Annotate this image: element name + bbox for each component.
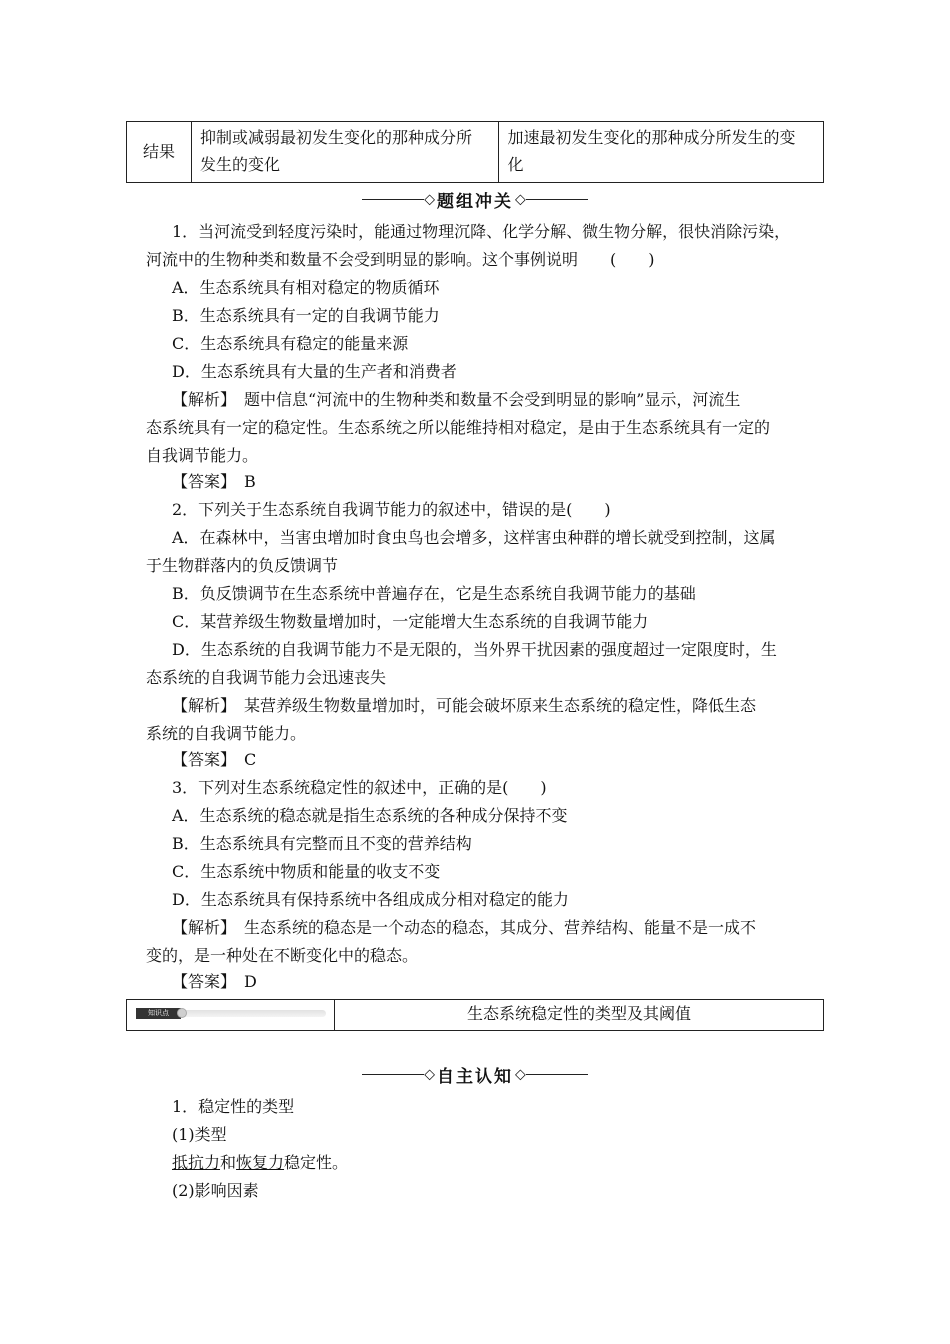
knowledge-point-box [126, 999, 824, 1031]
q1-analysis-line: 自我调节能力。 [146, 446, 259, 465]
q2-option-c: C．某营养级生物数量增加时，一定能增大生态系统的自我调节能力 [172, 612, 649, 631]
banner-bar [181, 1010, 326, 1017]
q3-option-a: A．生态系统的稳态就是指生态系统的各种成分保持不变 [172, 806, 568, 825]
knowledge-point-banner [127, 1000, 335, 1030]
answer-label: 【答案】 [172, 750, 229, 769]
q1-option-a: A．生态系统具有相对稳定的物质循环 [172, 278, 440, 297]
q2-stem-line: 2．下列关于生态系统自我调节能力的叙述中，错误的是( ) [172, 500, 611, 519]
q2-option-d: D．生态系统的自我调节能力不是无限的，当外界干扰因素的强度超过一定限度时，生 [172, 640, 777, 659]
q1-option-b: B．生态系统具有一定的自我调节能力 [172, 306, 440, 325]
table-cell-negative-feedback: 抑制或减弱最初发生变化的那种成分所 发生的变化 [192, 122, 499, 183]
diamond-icon: ◇ [424, 191, 435, 208]
types-subheading: (1)类型 [172, 1125, 227, 1144]
row-label: 结果 [127, 122, 192, 183]
q3-option-d: D．生态系统具有保持系统中各组成成分相对稳定的能力 [172, 890, 569, 909]
q3-option-c: C．生态系统中物质和能量的收支不变 [172, 862, 441, 881]
knowledge-point-title: 生态系统稳定性的类型及其阈值 [466, 1004, 691, 1023]
q2-option-a-cont: 于生物群落内的负反馈调节 [146, 556, 339, 575]
q2-answer: 【答案】 C [172, 750, 257, 769]
q3-option-b: B．生态系统具有完整而且不变的营养结构 [172, 834, 472, 853]
q1-analysis-line: 态系统具有一定的稳定性。生态系统之所以能维持相对稳定，是由于生态系统具有一定的 [146, 418, 771, 437]
comparison-table [126, 121, 824, 183]
q1-stem-line: 河流中的生物种类和数量不会受到明显的影响。这个事例说明 ( ) [146, 250, 655, 269]
q3-answer: 【答案】 D [172, 972, 257, 991]
factors-subheading: (2)影响因素 [172, 1181, 259, 1200]
q1-answer: 【答案】 B [172, 472, 256, 491]
answer-label: 【答案】 [172, 972, 229, 991]
q2-option-d-cont: 态系统的自我调节能力会迅速丧失 [146, 668, 387, 687]
types-line: 抵抗力和恢复力稳定性。 [172, 1153, 349, 1172]
section-header-practice: ◇ 题组冲关 ◇ [0, 187, 950, 212]
q1-option-c: C．生态系统具有稳定的能量来源 [172, 334, 409, 353]
q3-stem-line: 3．下列对生态系统稳定性的叙述中，正确的是( ) [172, 778, 547, 797]
section-header-self-study: ◇ 自主认知 ◇ [0, 1062, 950, 1087]
analysis-label: 【解析】 [172, 696, 229, 715]
q1-stem-line: 1．当河流受到轻度污染时，能通过物理沉降、化学分解、微生物分解，很快消除污染， [172, 222, 791, 241]
q2-analysis-line: 【解析】 某营养级生物数量增加时，可能会破坏原来生态系统的稳定性，降低生态 [172, 696, 757, 715]
q2-option-a: A．在森林中，当害虫增加时食虫鸟也会增多，这样害虫种群的增长就受到控制，这属 [172, 528, 776, 547]
q3-analysis-line: 【解析】 生态系统的稳态是一个动态的稳态，其成分、营养结构、能量不是一成不 [172, 918, 757, 937]
diamond-icon: ◇ [515, 1066, 526, 1083]
q2-analysis-line: 系统的自我调节能力。 [146, 724, 307, 743]
fill-blank-resistance: 抵抗力 [172, 1153, 221, 1172]
q3-analysis-line: 变的，是一种处在不断变化中的稳态。 [146, 946, 419, 965]
stability-types-heading: 1．稳定性的类型 [172, 1097, 295, 1116]
q2-option-b: B．负反馈调节在生态系统中普遍存在，它是生态系统自我调节能力的基础 [172, 584, 696, 603]
analysis-label: 【解析】 [172, 390, 229, 409]
table-row [127, 122, 824, 183]
diamond-icon: ◇ [424, 1066, 435, 1083]
q1-option-d: D．生态系统具有大量的生产者和消费者 [172, 362, 457, 381]
analysis-label: 【解析】 [172, 918, 229, 937]
knowledge-point-tag: 知识点 [136, 1008, 181, 1019]
banner-knob-icon [177, 1008, 187, 1018]
answer-label: 【答案】 [172, 472, 229, 491]
q1-analysis-line: 【解析】 题中信息“河流中的生物种类和数量不会受到明显的影响”显示，河流生 [172, 390, 741, 409]
table-cell-positive-feedback: 加速最初发生变化的那种成分所发生的变 化 [499, 122, 824, 183]
diamond-icon: ◇ [515, 191, 526, 208]
fill-blank-resilience: 恢复力 [236, 1153, 285, 1172]
